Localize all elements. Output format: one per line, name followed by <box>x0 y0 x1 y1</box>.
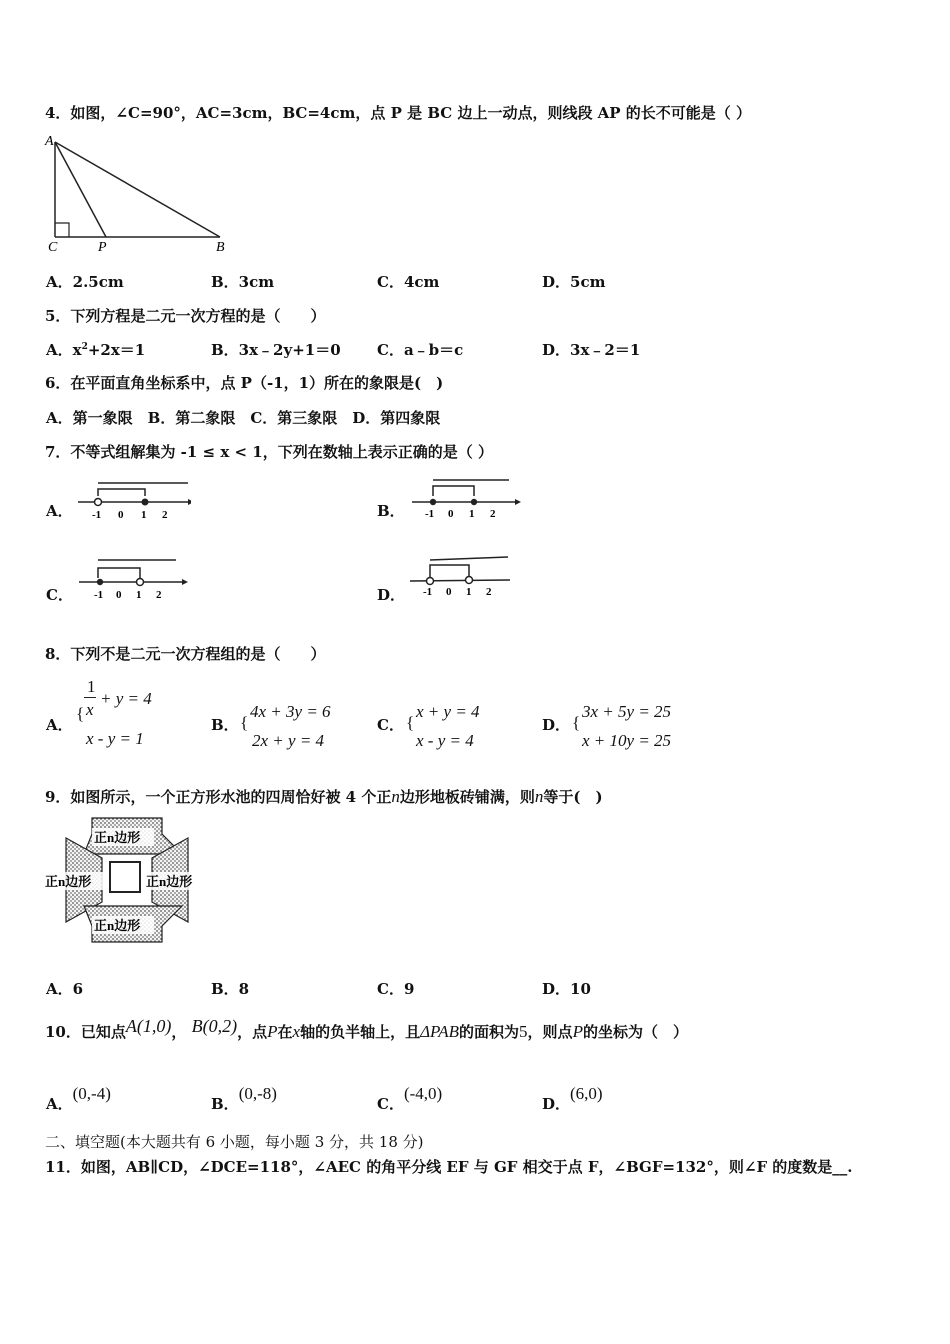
q4-option-a[interactable]: A．2.5cm <box>46 273 124 291</box>
q5-text: 5．下列方程是二元一次方程的是（ ） <box>45 307 326 325</box>
q10-option-d[interactable]: D．(6,0) <box>542 1084 603 1113</box>
tick-a-2: 1 <box>141 509 147 521</box>
fraction-bar <box>84 697 96 698</box>
tick-d-0: -1 <box>423 586 433 598</box>
q5-option-d[interactable]: D．3x﹣2＝1 <box>542 341 641 359</box>
q9-option-b[interactable]: B．8 <box>211 980 250 998</box>
label-bottom: 正n边形 <box>94 918 141 933</box>
label-b: B <box>216 240 225 255</box>
section-2-heading: 二、填空题(本大题共有 6 小题，每小题 3 分，共 18 分) <box>45 1133 424 1151</box>
q4-triangle-figure <box>40 130 240 255</box>
q7-option-c-letter[interactable]: C． <box>46 586 73 604</box>
q4-option-d[interactable]: D．5cm <box>542 273 606 291</box>
q4-option-b[interactable]: B．3cm <box>211 273 275 291</box>
q7-numberline-b[interactable] <box>407 474 525 522</box>
q9-option-d[interactable]: D．10 <box>542 980 591 998</box>
label-c: C <box>48 240 58 255</box>
q7-option-a-letter[interactable]: A． <box>46 502 73 520</box>
q8-option-a-letter[interactable]: A． <box>46 716 73 734</box>
q8-option-d-letter[interactable]: D． <box>542 716 571 734</box>
tick-c-1: 0 <box>116 589 122 601</box>
q4-text: 4．如图，∠C=90°，AC=3cm，BC=4cm，点 P 是 BC 边上一动点，则线段 AP 的长不可能是（ ） <box>45 104 752 122</box>
q7-text: 7．不等式组解集为 -1 ≤ x < 1，下列在数轴上表示正确的是（ ） <box>45 443 493 461</box>
tick-a-3: 2 <box>162 509 168 521</box>
q9-pool-figure <box>44 814 210 946</box>
q7-numberline-c[interactable] <box>76 556 194 604</box>
tick-c-0: -1 <box>94 589 104 601</box>
label-right: 正n边形 <box>146 874 193 889</box>
q6-options[interactable]: A．第一象限 B．第二象限 C．第三象限 D．第四象限 <box>46 409 441 427</box>
tick-c-2: 1 <box>136 589 142 601</box>
tick-b-0: -1 <box>425 508 435 520</box>
q8-option-b-letter[interactable]: B． <box>211 716 239 734</box>
q11-text: 11．如图，AB∥CD，∠DCE=118°，∠AEC 的角平分线 EF 与 GF 相交于点 F，∠BGF=132°，则∠F 的度数是__. <box>45 1158 853 1176</box>
q7-option-b-letter[interactable]: B． <box>377 502 405 520</box>
tick-b-3: 2 <box>490 508 496 520</box>
q7-numberline-d[interactable] <box>406 553 524 601</box>
tick-a-1: 0 <box>118 509 124 521</box>
q5-option-a[interactable]: A．$x^2+2x=1$ <box>46 341 146 359</box>
tick-c-3: 2 <box>156 589 162 601</box>
q8-text: 8．下列不是二元一次方程组的是（ ） <box>45 645 326 663</box>
tick-b-2: 1 <box>469 508 475 520</box>
label-a: A <box>45 134 54 149</box>
q10-text: 10．已知点A(1,0)， B(0,2)，点P在x轴的负半轴上，且ΔPAB的面积为5，则点P的坐标为（ ） <box>45 1016 688 1041</box>
tick-d-2: 1 <box>466 586 472 598</box>
q10-option-c[interactable]: C．(-4,0) <box>377 1084 443 1113</box>
q10-option-b[interactable]: B．(0,-8) <box>211 1084 277 1113</box>
tick-b-1: 0 <box>448 508 454 520</box>
q7-numberline-a[interactable] <box>76 478 191 523</box>
label-p: P <box>98 240 107 255</box>
q4-option-c[interactable]: C．4cm <box>377 273 440 291</box>
q7-option-d-letter[interactable]: D． <box>377 586 406 604</box>
q10-option-a[interactable]: A．(0,-4) <box>46 1084 111 1113</box>
q9-option-c[interactable]: C．9 <box>377 980 415 998</box>
q9-text: 9．如图所示，一个正方形水池的四周恰好被 4 个正n边形地板砖铺满，则n等于( ) <box>45 787 603 806</box>
q9-option-a[interactable]: A．6 <box>46 980 84 998</box>
label-left: 正n边形 <box>45 874 92 889</box>
tick-a-0: -1 <box>92 509 102 521</box>
q8-option-c-letter[interactable]: C． <box>377 716 404 734</box>
q5-option-c[interactable]: C．a﹣b＝c <box>377 341 464 359</box>
tick-d-1: 0 <box>446 586 452 598</box>
label-top: 正n边形 <box>94 830 141 845</box>
tick-d-3: 2 <box>486 586 492 598</box>
q5-option-b[interactable]: B．3x﹣2y+1＝0 <box>211 341 341 359</box>
q6-text: 6．在平面直角坐标系中，点 P（-1，1）所在的象限是( ) <box>45 374 444 392</box>
